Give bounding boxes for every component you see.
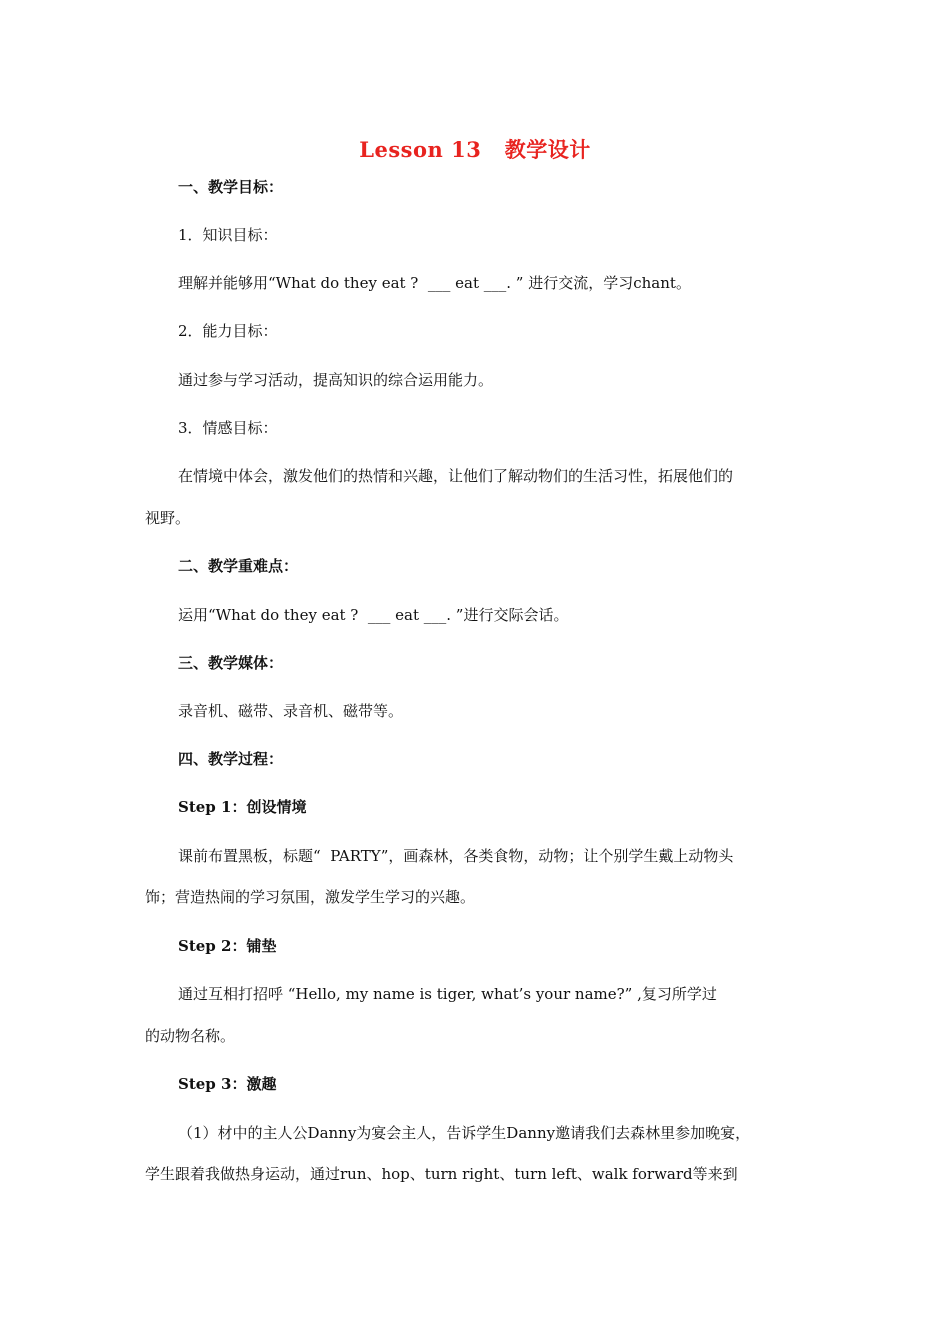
step3-heading: Step 3：激趣 xyxy=(178,1075,277,1093)
keypoints-heading: 二、教学重难点： xyxy=(178,557,299,575)
emotion-text-line-1: 在情境中体会，激发他们的热情和兴趣，让他们了解动物们的生活习性，拓展他们的 xyxy=(178,467,734,485)
step1-text-line-1: 课前布置黑板，标题“ PARTY”，画森林，各类食物，动物；让个别学生戴上动物头 xyxy=(178,847,734,865)
step2-text-line-2: 的动物名称。 xyxy=(145,1027,236,1045)
step2-heading: Step 2：铺垫 xyxy=(178,937,277,955)
step3-text-line-2: 学生跟着我做热身运动，通过run、hop、turn right、turn left、walk forward等来到 xyxy=(145,1165,738,1183)
document-title: Lesson 13 教学设计 xyxy=(359,137,591,162)
knowledge-text: 理解并能够用“What do they eat ? ___ eat ___. ” 进行交流，学习chant。 xyxy=(178,274,691,292)
step1-text-line-2: 饰；营造热闹的学习氛围，激发学生学习的兴趣。 xyxy=(145,888,476,906)
ability-text: 通过参与学习活动，提高知识的综合运用能力。 xyxy=(178,371,494,389)
objectives-heading: 一、教学目标： xyxy=(178,178,284,196)
emotion-text-line-2: 视野。 xyxy=(145,509,191,527)
keypoints-text: 运用“What do they eat ? ___ eat ___. ”进行交际会话。 xyxy=(178,606,569,624)
media-text: 录音机、磁带、录音机、磁带等。 xyxy=(178,702,404,720)
emotion-heading: 3．情感目标： xyxy=(178,419,278,437)
knowledge-heading: 1．知识目标： xyxy=(178,226,278,244)
step3-text-line-1: （1）材中的主人公Danny为宴会主人，告诉学生Danny邀请我们去森林里参加晚宴， xyxy=(178,1124,751,1142)
ability-heading: 2．能力目标： xyxy=(178,322,278,340)
step2-text-line-1: 通过互相打招呼 “Hello, my name is tiger, what’s your name?” ,复习所学过 xyxy=(178,985,717,1003)
step1-heading: Step 1：创设情境 xyxy=(178,798,307,816)
process-heading: 四、教学过程： xyxy=(178,750,284,768)
media-heading: 三、教学媒体： xyxy=(178,654,284,672)
